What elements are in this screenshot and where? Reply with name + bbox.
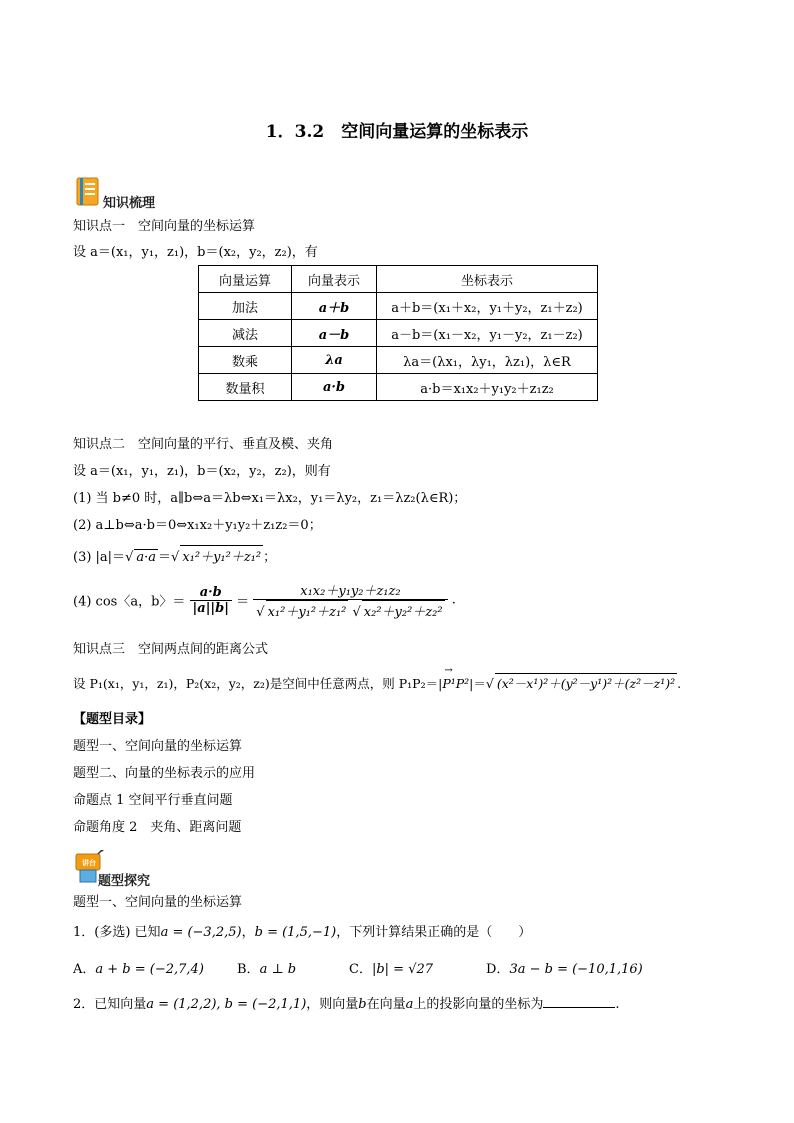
kp1-setup: 设 a＝(x₁，y₁，z₁)，b＝(x₂，y₂，z₂)，有 (73, 245, 318, 260)
kp2-setup: 设 a＝(x₁，y₁，z₁)，b＝(x₂，y₂，z₂)，则有 (73, 464, 331, 479)
q2-b: b (358, 997, 367, 1012)
frac2-den-a: x₁²＋y₁²＋z₁² (266, 600, 349, 620)
kp3-suffix: . (677, 676, 682, 691)
kp3-sqrt: (x²－x¹)²＋(y²－y¹)²＋(z²－z¹)² (495, 673, 677, 692)
kp3-formula (73, 665, 682, 692)
q1-option-d[interactable] (486, 958, 643, 977)
type1-heading: 题型一、空间向量的坐标运算 (73, 895, 243, 910)
item3-sqrt2: x₁²＋y₁²＋z₁² (180, 545, 263, 565)
option-text: 3a − b = (−10,1,16) (509, 962, 643, 977)
kp2-heading: 知识点二 空间向量的平行、垂直及模、夹角 (73, 437, 334, 452)
answer-blank[interactable] (543, 995, 615, 1008)
kp2-item4 (73, 580, 456, 620)
book-icon (76, 177, 100, 211)
podium-badge-text: 讲台 (82, 858, 96, 867)
table-cell: a·b＝x₁x₂＋y₁y₂＋z₁z₂ (377, 374, 598, 401)
option-label: B． (237, 962, 260, 977)
page-title: 1．3.2 空间向量运算的坐标表示 (265, 122, 529, 142)
option-text: a + b = (−2,7,4) (95, 962, 204, 977)
frac2-num: x₁x₂＋y₁y₂＋z₁z₂ (253, 580, 447, 600)
table-cell: a＋b＝(x₁＋x₂，y₁＋y₂，z₁＋z₂) (377, 293, 598, 320)
q2-mid1: ，则向量 (306, 997, 359, 1012)
kp1-heading: 知识点一 空间向量的坐标运算 (73, 219, 256, 234)
frac2-den: √ x₁²＋y₁²＋z₁² √ x₂²＋y₂²＋z₂² (253, 600, 447, 620)
kp2-item2: (2) a⊥b⇔a·b＝0⇔x₁x₂＋y₁y₂＋z₁z₂＝0； (73, 518, 322, 533)
table-cell: λa (292, 347, 377, 374)
table-row (199, 320, 598, 347)
kp3-heading: 知识点三 空间两点间的距离公式 (73, 642, 269, 657)
q1-prefix: 1．(多选) 已知 (73, 925, 161, 940)
kp2-item3 (73, 545, 276, 565)
item4-eq: ＝ (236, 594, 250, 610)
table-cell: 数量积 (199, 374, 292, 401)
vector-arrow-icon: → (444, 665, 453, 676)
table-header-cell: 向量运算 (199, 266, 292, 293)
option-label: D． (486, 962, 510, 977)
table-row (199, 347, 598, 374)
kp3-vec-label: P¹P² (442, 676, 470, 691)
table-cell: a·b (292, 374, 377, 401)
q1-a-def: a = (−3,2,5) (160, 925, 242, 940)
frac1-num: a·b (190, 585, 232, 601)
item4-suffix: . (451, 592, 456, 608)
section-knowledge-label: 知识梳理 (103, 196, 156, 211)
item4-prefix: (4) cos〈a，b〉＝ (73, 594, 186, 610)
sqrt-symbol: √ (125, 550, 134, 565)
table-cell: a＋b (292, 293, 377, 320)
q1-suffix: ，下列计算结果正确的是（ ） (336, 925, 532, 940)
table-cell: 减法 (199, 320, 292, 347)
q2-a: a (405, 997, 414, 1012)
catalog-item: 命题角度 2 夹角、距离问题 (73, 820, 242, 835)
frac2-den-b: x₂²＋y₂²＋z₂² (362, 600, 445, 620)
kp3-prefix: 设 P₁(x₁，y₁，z₁)，P₂(x₂，y₂，z₂)是空间中任意两点，则 P₁P₂＝| (73, 676, 443, 691)
item3-prefix: (3) |a|＝ (73, 550, 126, 565)
table-cell: a－b (292, 320, 377, 347)
q2-end: . (615, 997, 620, 1012)
fraction-ab (190, 585, 232, 616)
item3-sqrt1: a·a (136, 550, 156, 565)
kp2-item1: (1) 当 b≠0 时，a∥b⇔a＝λb⇔x₁＝λx₂，y₁＝λy₂，z₁＝λz₂(λ∈R)； (73, 491, 467, 506)
table-row (199, 293, 598, 320)
catalog-heading: 【题型目录】 (73, 712, 152, 727)
option-label: A． (73, 962, 96, 977)
q1-option-c[interactable] (349, 958, 433, 977)
table-header-cell: 向量表示 (292, 266, 377, 293)
catalog-item: 题型一、空间向量的坐标运算 (73, 739, 243, 754)
table-cell: λa＝(λx₁，λy₁，λz₁)，λ∈R (377, 347, 598, 374)
catalog-item: 命题点 1 空间平行垂直问题 (73, 793, 233, 808)
table-cell: a－b＝(x₁－x₂，y₁－y₂，z₁－z₂) (377, 320, 598, 347)
table-header-row (199, 266, 598, 293)
q2-suffix: 上的投影向量的坐标为 (413, 997, 544, 1012)
table-row (199, 374, 598, 401)
q1-sep: ， (241, 925, 255, 940)
question-1 (73, 921, 531, 940)
option-text: |b| = √27 (371, 962, 434, 977)
table-cell: 加法 (199, 293, 292, 320)
option-text: a ⊥ b (259, 962, 297, 977)
option-label: C． (349, 962, 372, 977)
kp3-mid: |＝ (469, 676, 486, 691)
q1-option-a[interactable] (73, 958, 204, 977)
table-cell: 数乘 (199, 347, 292, 374)
q2-prefix: 2．已知向量 (73, 997, 147, 1012)
frac1-den: |a||b| (192, 600, 229, 616)
item3-suffix: ； (263, 550, 277, 565)
q2-mid2: 在向量 (366, 997, 406, 1012)
q1-b-def: b = (1,5,−1) (254, 925, 337, 940)
q2-a-def: a = (1,2,2), b = (−2,1,1) (146, 997, 307, 1012)
sqrt-symbol: √ (171, 550, 180, 565)
item3-eq: ＝ (158, 550, 172, 565)
table-header-cell: 坐标表示 (377, 266, 598, 293)
coordinate-ops-table (198, 265, 598, 401)
section-explore-label: 题型探究 (98, 874, 151, 889)
q1-option-b[interactable] (237, 958, 296, 977)
catalog-item: 题型二、向量的坐标表示的应用 (73, 766, 256, 781)
sqrt-symbol: √ (485, 676, 494, 691)
question-2 (73, 993, 620, 1012)
fraction-coords (253, 580, 447, 620)
kp3-vector (442, 665, 470, 691)
